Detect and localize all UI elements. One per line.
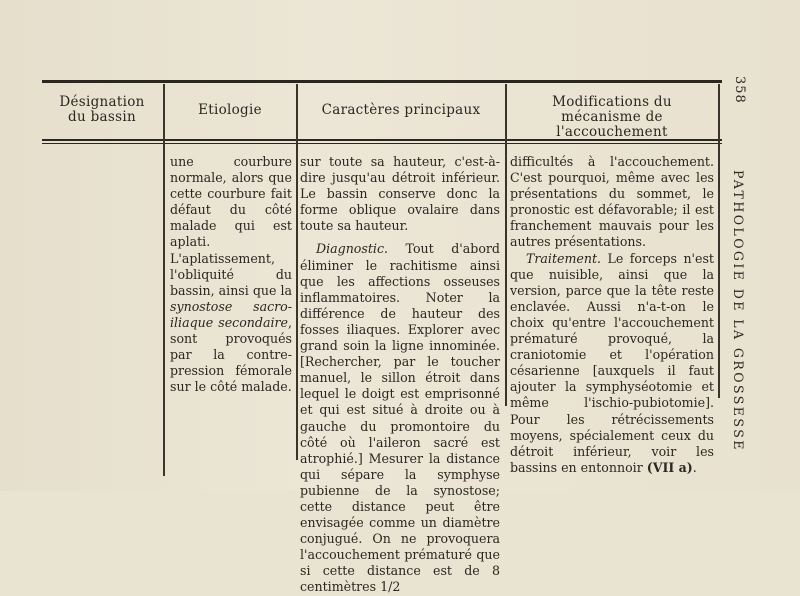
traitement-label: Traitement.: [526, 250, 602, 266]
etiologie-text-italic: synostose sacro-iliaque secondaire: [170, 298, 292, 330]
col-divider-2: [296, 84, 298, 460]
col-divider-4: [718, 84, 720, 398]
page-number: 358: [732, 76, 747, 104]
header-rule-2: [42, 143, 722, 144]
etiologie-text-a: une courbure normale, alors que cette courbure fait défaut du côté malade qui est aplati. L'aplatissement, l'obliquité du bassin, ainsi que la: [170, 154, 292, 298]
etiologie-text-c: , sont provoqués par la contre-pression fémorale sur le côté malade.: [170, 314, 292, 395]
diagnostic-label: Diagnostic.: [316, 241, 388, 257]
modifications-para-1: difficultés à l'accouchement. C'est pourquoi, même avec les présentations du sommet, le pronostic est défavorable; il est franchement mauvais pour les autres présentations.: [510, 154, 714, 250]
diagnostic-text: Tout d'abord éliminer le rachitisme ainsi que les affections osseuses inflammatoires. Noter la différence de hauteur des fosses iliaques. Explorer avec grand soin la ligne innominée. [Rechercher, par le toucher manuel, le sillon étroit dans lequel le doigt est emprisonné et qui est situé à droite ou à gauche du promontoire du côté où l'aileron sacré est atrophié.] Mesurer la distance qui sépare la symphyse pubienne de la synostose; cette distance peut être envisagée comme un diamètre conjugué. On ne provoquera l'accouchement prématuré que si cette distance est de 8 centimètres 1/2: [300, 241, 500, 595]
traitement-end: .: [692, 459, 697, 475]
header-designation: Désignation du bassin: [59, 94, 145, 125]
etiologie-cell: [170, 154, 292, 395]
traitement-para: [510, 251, 714, 476]
caracteres-cell: [300, 154, 500, 596]
col-divider-3: [505, 84, 507, 406]
col-divider-1: [163, 84, 165, 476]
modifications-cell: [510, 154, 714, 476]
traitement-ref: (VII a): [646, 459, 693, 475]
table-top-rule: [42, 80, 722, 83]
traitement-text: Le forceps n'est que nuisible, ainsi que la version, parce que la tête reste enclavée. Aussi n'a-t-on le choix qu'entre l'accouchement prématuré provoqué, la craniotomie et l'opération césarienne [auxquels il faut ajouter la symphyséotomie et même l'ischio-pubiotomie]. Pour les rétrécissements moyens, spécialement ceux du détroit inférieur, voir les bassins en entonnoir: [510, 250, 714, 475]
running-head: PATHOLOGIE DE LA GROSSESSE: [731, 170, 746, 452]
header-caracteres: Caractères principaux: [321, 102, 481, 118]
header-modifications: Modifications du mécanisme de l'accouchement: [552, 94, 672, 140]
caracteres-para-1: sur toute sa hauteur, c'est-à-dire jusqu'au détroit inférieur. Le bassin conserve donc la forme oblique ovalaire dans toute sa hauteur.: [300, 154, 500, 234]
header-etiologie: Etiologie: [198, 102, 262, 118]
diagnostic-para: [300, 241, 500, 595]
